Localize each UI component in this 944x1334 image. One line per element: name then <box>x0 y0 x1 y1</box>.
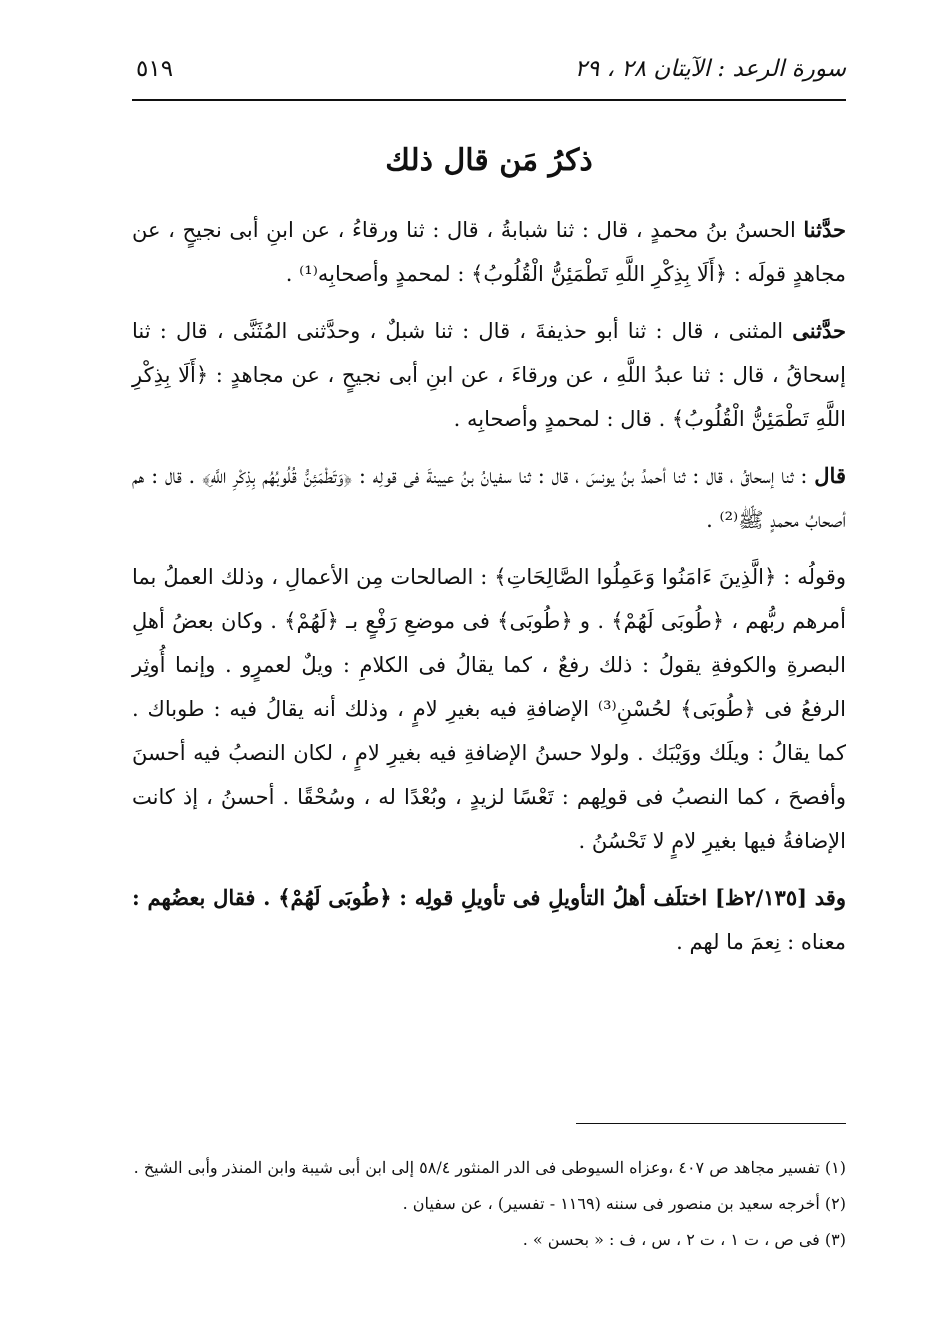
paragraph-lead: وقد [٢/١٣٥ظ] اختلَف أهلُ التأويلِ فى تأويلِ قولِه : ﴿طُوبَى لَهُمْ﴾ . فقال بعضُهم : <box>132 885 846 910</box>
paragraph-text: المثنى ، قال : ثنا أبو حذيفةَ ، قال : ثنا شبلٌ ، وحدَّثنى المُثَنَّى ، قال : ثنا إسحاقُ ، قال : ثنا عبدُ اللَّهِ ، عن ورقاءَ ، عن ابنِ أبى نجيحٍ ، عن مجاهدٍ : ﴿أَلَا بِذِكْرِ اللَّهِ تَطْمَئِنُّ الْقُلُوبُ﴾ . قال : لمحمدٍ وأصحابِه . <box>132 319 846 431</box>
footnote-2: (٢) أخرجه سعيد بن منصور فى سننه (١١٦٩ - تفسير) ، عن سفيان . <box>402 1194 846 1213</box>
paragraph-lead: حدَّثنا <box>803 217 846 242</box>
paragraph-text: الحسنُ بنُ محمدٍ ، قال : ثنا شبابةُ ، قال : ثنا ورقاءُ ، عن ابنِ أبى نجيحٍ ، عن مجاهدٍ قولَه : ﴿أَلَا بِذِكْرِ اللَّهِ تَطْمَئِنُّ الْقُلُوبُ﴾ : لمحمدٍ وأصحابِه⁽¹⁾ . <box>132 218 846 286</box>
paragraph-4 <box>132 555 846 863</box>
paragraph-lead: حدَّثنى <box>792 318 846 343</box>
paragraph-lead: قال <box>814 463 846 488</box>
footnote-rule <box>576 1123 846 1124</box>
paragraph-3 <box>132 454 846 542</box>
paragraph-text: : ثنا إسحاقُ ، قال : ثنا أحمدُ بنُ يونسَ ، قال : ثنا سفيانُ بنُ عيينةَ فى قولِه : ﴿وَتَطْمَئِنُّ قُلُوبُهُم بِذِكْرِ اللَّهِ﴾ . قال : هم أصحابُ محمدٍ ﷺ⁽²⁾ . <box>132 464 846 532</box>
running-title: سورة الرعد : الآيتان ٢٨ ، ٢٩ <box>574 56 846 82</box>
paragraph-1 <box>132 208 846 296</box>
paragraph-5 <box>132 876 846 964</box>
paragraph-text: معناه : نِعمَ ما لهم . <box>676 930 846 954</box>
header-rule <box>132 99 846 101</box>
footnotes <box>132 1150 846 1258</box>
body-text <box>132 208 846 977</box>
paragraph-text: وقولُه : ﴿الَّذِينَ ءَامَنُوا وَعَمِلُوا الصَّالِحَاتِ﴾ : الصالحات مِن الأعمالِ ، وذلك العملُ بما أمرهم ربُّهم ، ﴿طُوبَى لَهُمْ﴾ . و ﴿طُوبَى﴾ فى موضعِ رَفْعٍ بـ ﴿لَهُمْ﴾ . وكان بعضُ أهلِ البصرةِ والكوفةِ يقولُ : ذلك رفعٌ ، كما يقالُ فى الكلامِ : ويلٌ لعمرٍو . وإنما أُوثِر الرفعُ فى ﴿طُوبَى﴾ لحُسْنِ⁽³⁾ الإضافةِ فيه بغيرِ لامٍ ، وذلك أنه يقالُ فيه : طوباك . كما يقالُ : ويلَك ووَيْبَك . ولولا حسنُ الإضافةِ فيه بغيرِ لامٍ ، لكان النصبُ فيه أحسنَ وأفصحَ ، كما النصبُ فى قولِهم : تَعْسًا لزيدٍ ، وبُعْدًا له ، وسُحْقًا . أحسنُ ، إذ كانت الإضافةُ فيها بغيرِ لامٍ لا تَحْسُنُ . <box>132 565 846 853</box>
footnote-1: (١) تفسير مجاهد ص ٤٠٧ ،وعزاه السيوطى فى الدر المنثور ٥٨/٤ إلى ابن أبى شيبة وابن المنذر وأبى الشيخ . <box>133 1158 846 1177</box>
section-heading: ذكرُ مَن قال ذلك <box>385 143 593 178</box>
paragraph-2 <box>132 309 846 441</box>
page-header <box>132 52 846 92</box>
page-number: ٥١٩ <box>136 56 174 82</box>
footnote-3: (٣) فى ص ، ت ١ ، ت ٢ ، س ، ف : « بحسن » . <box>522 1230 846 1249</box>
